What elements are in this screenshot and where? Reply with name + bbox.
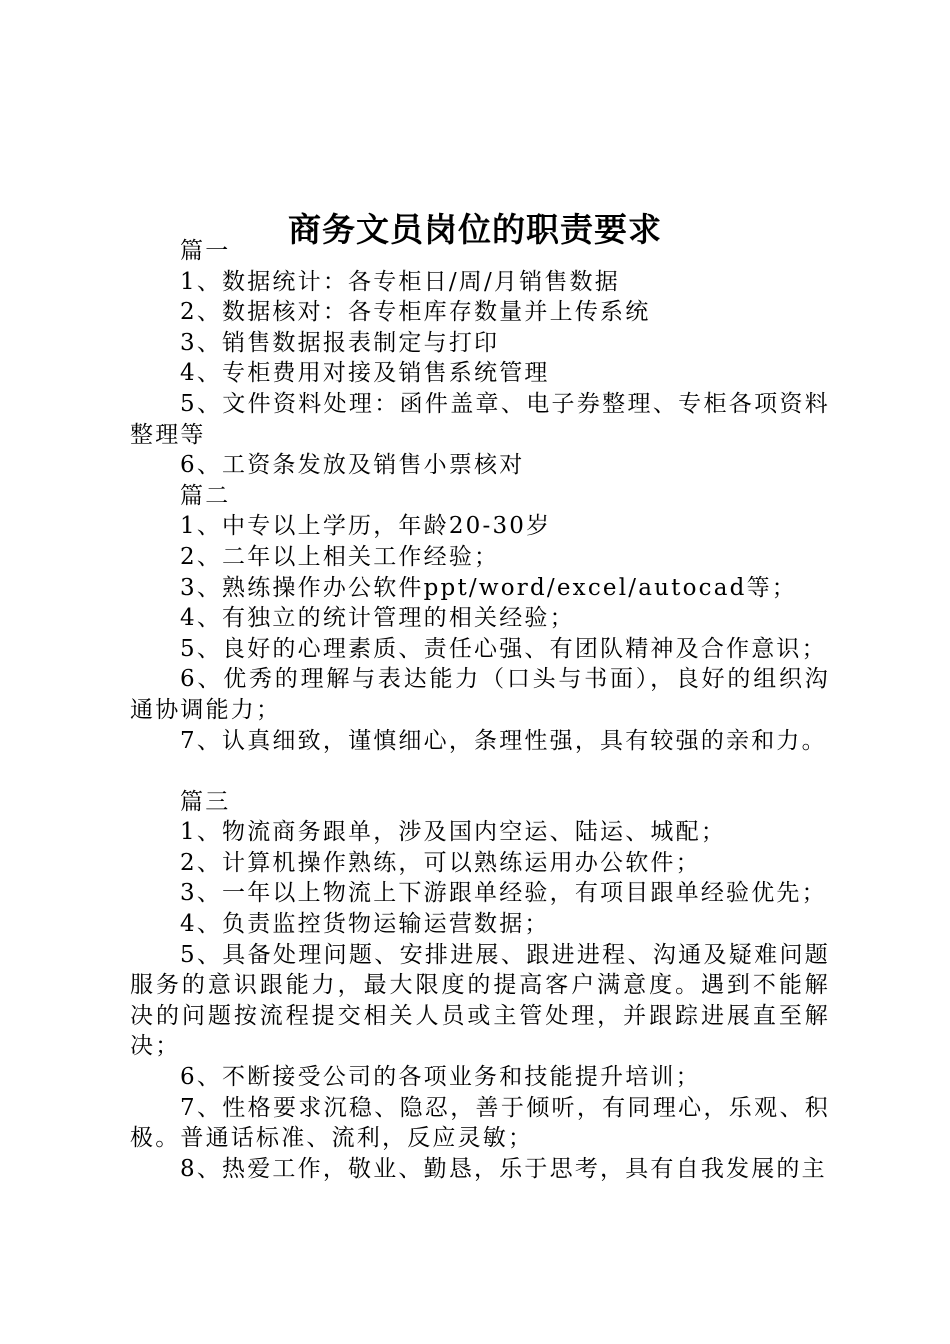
list-item: 2、二年以上相关工作经验； xyxy=(180,543,500,570)
list-item: 5、具备处理问题、安排进展、跟进进程、沟通及疑难问题服务的意识跟能力，最大限度的提高客户满意度。遇到不能解决的问题按流程提交相关人员或主管处理，并跟踪进展直至解决； xyxy=(130,941,830,1060)
list-item: 7、认真细致，谨慎细心，条理性强，具有较强的亲和力。 xyxy=(180,727,827,754)
list-item: 5、良好的心理素质、责任心强、有团队精神及合作意识； xyxy=(180,635,827,662)
list-item: 6、不断接受公司的各项业务和技能提升培训； xyxy=(180,1064,701,1091)
list-item: 3、销售数据报表制定与打印 xyxy=(180,329,500,356)
section-heading-3: 篇三 xyxy=(180,788,231,815)
list-item: 6、工资条发放及销售小票核对 xyxy=(180,452,525,479)
document-title: 商务文员岗位的职责要求 xyxy=(288,210,662,250)
list-item: 1、数据统计：各专柜日/周/月销售数据 xyxy=(180,268,620,295)
list-item: 5、文件资料处理：函件盖章、电子券整理、专柜各项资料整理等 xyxy=(130,390,830,448)
list-item: 4、负责监控货物运输运营数据； xyxy=(180,911,550,938)
list-item: 8、热爱工作，敬业、勤恳，乐于思考，具有自我发展的主 xyxy=(180,1155,827,1182)
list-item: 2、数据核对：各专柜库存数量并上传系统 xyxy=(180,299,651,326)
list-item: 6、优秀的理解与表达能力（口头与书面），良好的组织沟通协调能力； xyxy=(130,666,830,723)
section-heading-2: 篇二 xyxy=(180,482,231,509)
list-item: 4、专柜费用对接及销售系统管理 xyxy=(180,360,550,387)
list-item: 3、一年以上物流上下游跟单经验，有项目跟单经验优先； xyxy=(180,880,827,907)
list-item: 1、物流商务跟单，涉及国内空运、陆运、城配； xyxy=(180,819,727,846)
list-item: 7、性格要求沉稳、隐忍，善于倾听，有同理心，乐观、积极。普通话标准、流利，反应灵敏； xyxy=(130,1094,830,1152)
list-item: 1、中专以上学历，年龄20-30岁 xyxy=(180,513,552,540)
list-item: 3、熟练操作办公软件ppt/word/excel/autocad等； xyxy=(180,574,797,601)
list-item: 4、有独立的统计管理的相关经验； xyxy=(180,605,575,632)
list-item: 2、计算机操作熟练，可以熟练运用办公软件； xyxy=(180,849,701,876)
section-heading-1: 篇一 xyxy=(180,238,231,264)
document-body xyxy=(130,236,830,1184)
blank-line xyxy=(130,756,830,787)
